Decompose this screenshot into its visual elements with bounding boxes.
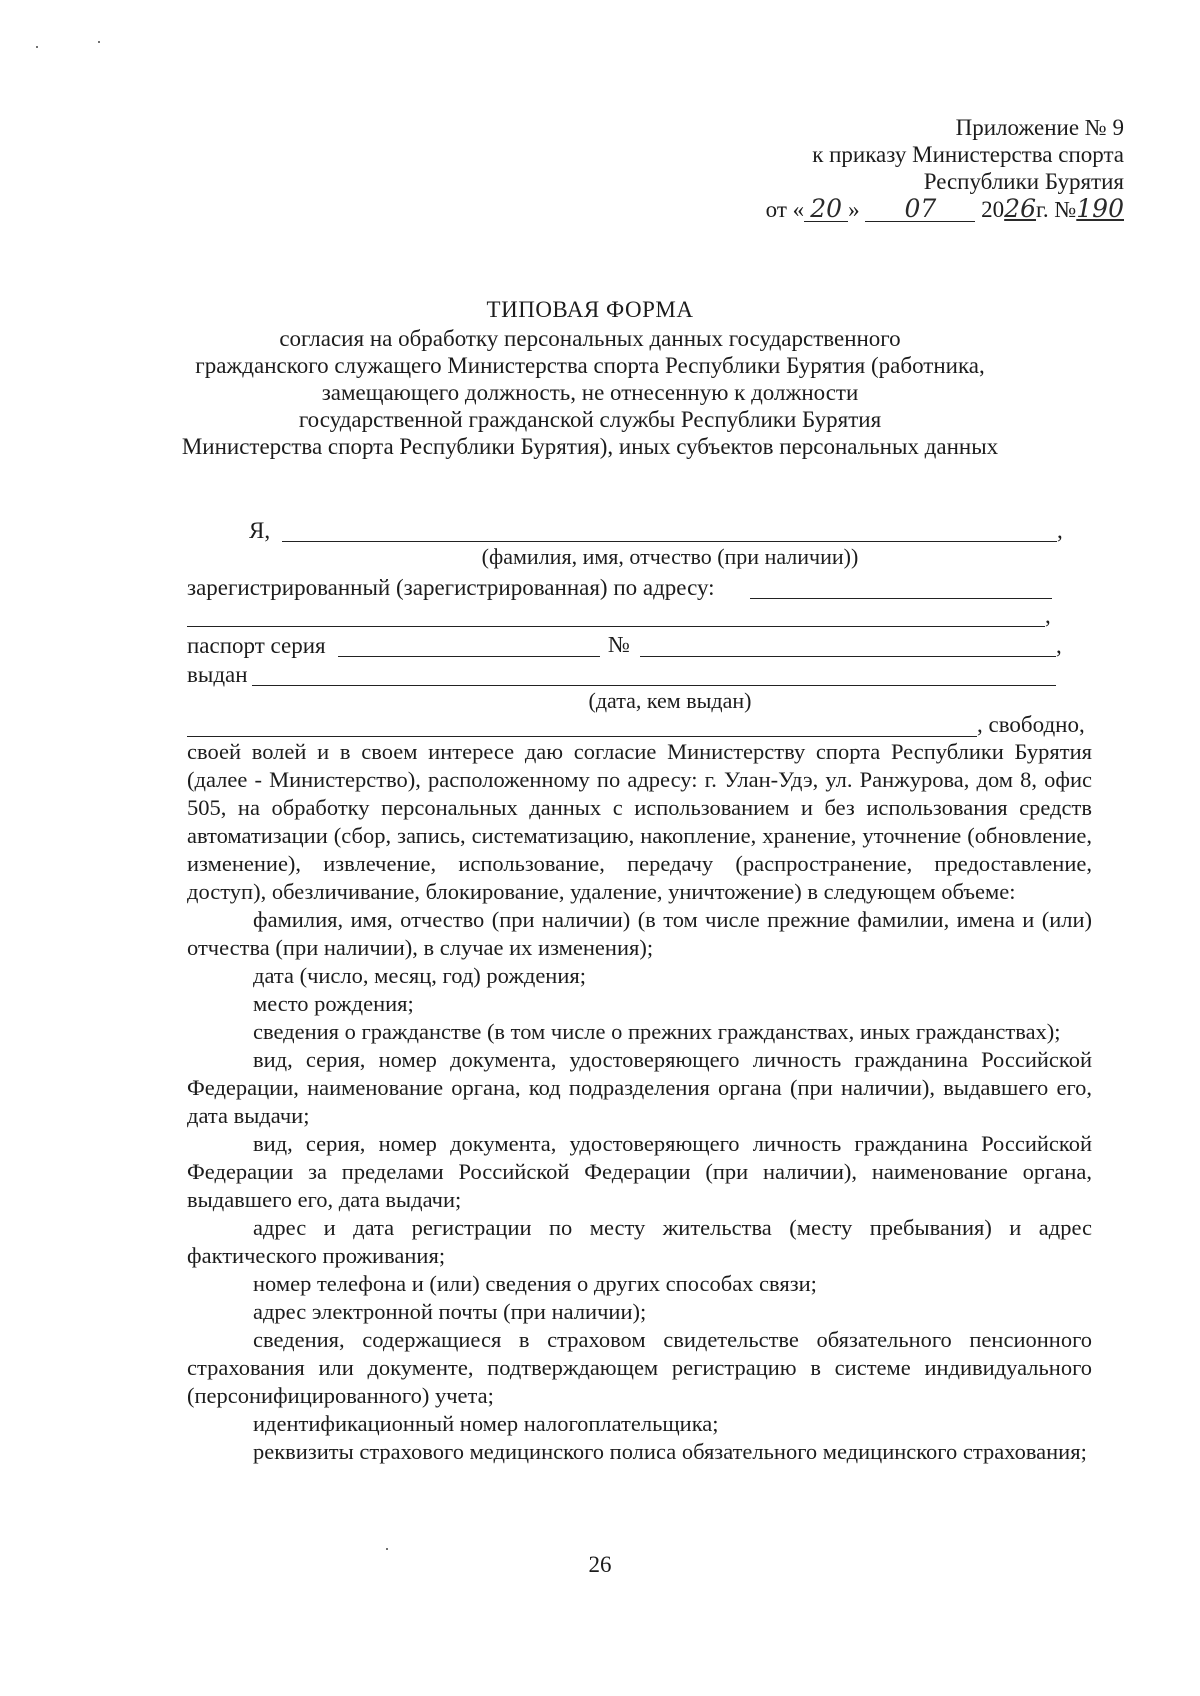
appendix-line-3: Республики Бурятия xyxy=(923,169,1124,194)
passport-series-input-line[interactable] xyxy=(338,656,600,657)
appendix-line-2: к приказу Министерства спорта xyxy=(812,142,1124,167)
address-comma: , xyxy=(1045,603,1051,628)
appendix-line-1: Приложение № 9 xyxy=(955,115,1124,140)
issued-label: выдан xyxy=(187,662,248,687)
fio-comma: , xyxy=(1057,518,1063,543)
freely-label: , свободно, xyxy=(977,712,1085,737)
passport-comma: , xyxy=(1056,633,1062,658)
list-item: фамилия, имя, отчество (при наличии) (в том числе прежние фамилии, имена и (или) отчества (при наличии), в случае их изменения); xyxy=(187,907,1092,960)
year-label: г. № xyxy=(1035,197,1077,222)
appendix-date-line xyxy=(766,195,1124,223)
scan-speck xyxy=(98,41,100,43)
appendix-block xyxy=(766,114,1124,223)
list-item: адрес и дата регистрации по месту жительства (месту пребывания) и адрес фактического проживания; xyxy=(187,1215,1092,1268)
consent-body xyxy=(187,738,1092,1466)
form-title xyxy=(150,296,1030,460)
title-line: согласия на обработку персональных данных государственного xyxy=(279,326,901,351)
title-line: государственной гражданской службы Республики Бурятия xyxy=(298,407,882,432)
title-line: замещающего должность, не отнесенную к должности xyxy=(321,380,859,405)
order-day: 20 xyxy=(804,197,848,222)
issued-input-line-2[interactable] xyxy=(187,736,977,737)
issued-caption: (дата, кем выдан) xyxy=(588,688,752,713)
title-line: Министерства спорта Республики Бурятия), иных субъектов персональных данных xyxy=(181,434,999,459)
scan-speck xyxy=(36,46,38,48)
passport-series-label: паспорт серия xyxy=(187,633,326,658)
order-number: 190 xyxy=(1076,194,1124,223)
scan-speck xyxy=(386,1548,388,1550)
date-prefix: от « xyxy=(765,197,805,222)
list-item: вид, серия, номер документа, удостоверяющего личность гражданина Российской Федерации за пределами Российской Федерации (при наличии), наименование органа, выдавшего его, дата выдачи; xyxy=(187,1131,1092,1212)
fio-input-line[interactable] xyxy=(282,541,1057,542)
list-item: адрес электронной почты (при наличии); xyxy=(253,1299,647,1324)
address-input-line-2[interactable] xyxy=(187,626,1045,627)
list-item: вид, серия, номер документа, удостоверяющего личность гражданина Российской Федерации, наименование органа, код подразделения органа (при наличии), выдавшего его, дата выдачи; xyxy=(187,1047,1092,1128)
passport-number-input-line[interactable] xyxy=(640,656,1056,657)
ya-label: Я, xyxy=(249,518,271,543)
passport-number-label: № xyxy=(608,632,630,657)
list-item: идентификационный номер налогоплательщика; xyxy=(253,1411,719,1436)
order-year-suffix: 26 xyxy=(1004,194,1036,223)
issued-input-line[interactable] xyxy=(252,685,1056,686)
fio-caption: (фамилия, имя, отчество (при наличии)) xyxy=(481,544,859,569)
list-item: реквизиты страхового медицинского полиса обязательного медицинского страхования; xyxy=(253,1439,1087,1464)
list-item: номер телефона и (или) сведения о других способах связи; xyxy=(253,1271,817,1296)
title-line: гражданского служащего Министерства спорта Республики Бурятия (работника, xyxy=(195,353,985,378)
page-number: 26 xyxy=(588,1552,612,1577)
order-month: 07 xyxy=(865,197,975,222)
list-item: дата (число, месяц, год) рождения; xyxy=(253,963,586,988)
year-prefix: 20 xyxy=(981,197,1005,222)
title-heading: ТИПОВАЯ ФОРМА xyxy=(486,297,694,322)
list-item: сведения, содержащиеся в страховом свидетельстве обязательного пенсионного страхования или документе, подтверждающем регистрацию в системе индивидуального (персонифицированного) учета; xyxy=(187,1327,1092,1408)
list-item: сведения о гражданстве (в том числе о прежних гражданствах, иных гражданствах); xyxy=(253,1019,1061,1044)
list-item: место рождения; xyxy=(253,991,414,1016)
address-input-line[interactable] xyxy=(750,598,1052,599)
registered-address-label: зарегистрированный (зарегистрированная) по адресу: xyxy=(187,575,715,600)
date-day-close: » xyxy=(848,197,860,222)
consent-intro: своей волей и в своем интересе даю согласие Министерству спорта Республики Бурятия (далее - Министерство), расположенному по адресу: г. Улан-Удэ, ул. Ранжурова, дом 8, офис 505, на обработку персональных данных с использованием и без использования средств автоматизации (сбор, запись, систематизацию, накопление, хранение, уточнение (обновление, изменение), извлечение, использование, передачу (распространение, предоставление, доступ), обезличивание, блокирование, удаление, уничтожение) в следующем объеме: xyxy=(187,739,1092,904)
